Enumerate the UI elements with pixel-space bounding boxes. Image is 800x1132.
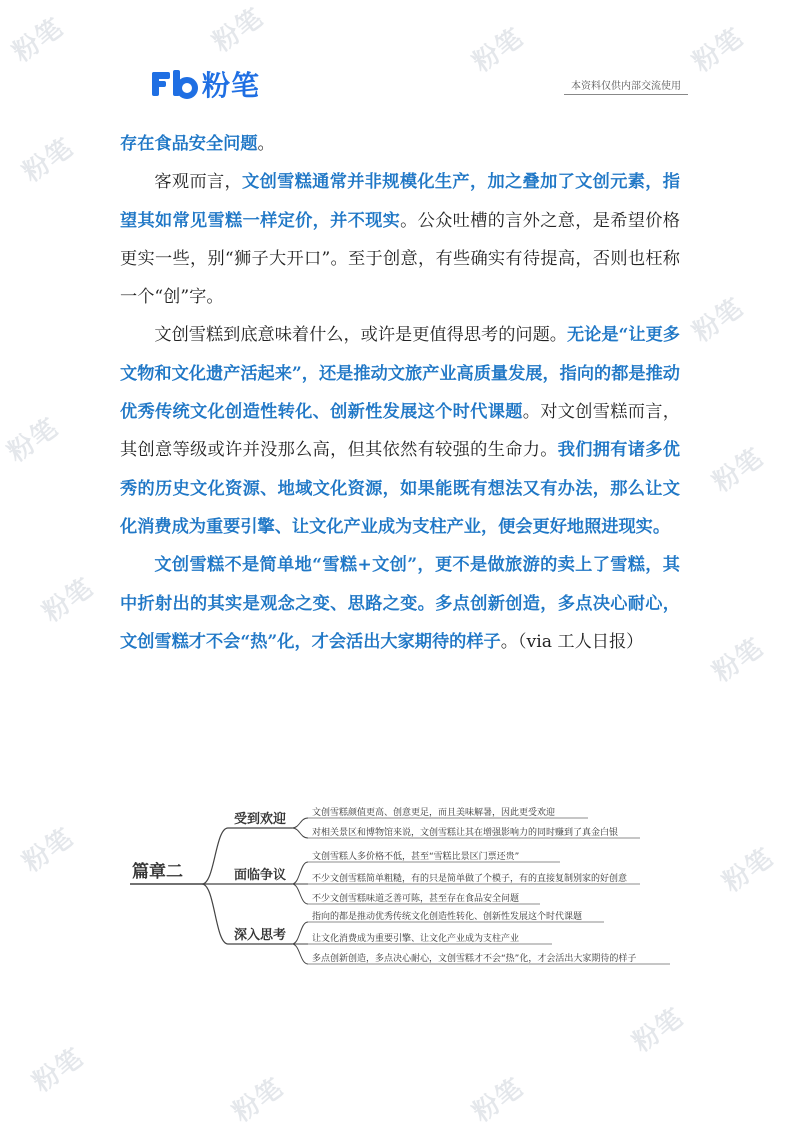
paragraph bbox=[120, 546, 680, 661]
connector bbox=[202, 828, 228, 884]
branch-label: 面临争议 bbox=[234, 868, 287, 883]
leaf-text: 不少文创雪糕简单粗糙，有的只是简单做了个模子，有的直接复制别家的好创意 bbox=[312, 874, 628, 884]
watermark: 粉笔 bbox=[717, 842, 780, 899]
connector bbox=[292, 944, 308, 964]
watermark: 粉笔 bbox=[17, 822, 80, 879]
connector bbox=[292, 828, 308, 838]
highlight-text: 文创雪糕不是简单地“雪糕+文创”，更不是做旅游的卖上了雪糕，其中折射出的其实是观念之变、思路之变。多点创新创造，多点决心耐心，文创雪糕才不会“热”化，才会活出大家期待的样子 bbox=[120, 555, 680, 652]
watermark: 粉笔 bbox=[37, 572, 100, 629]
text: 。 bbox=[257, 134, 275, 154]
paragraph bbox=[120, 125, 680, 163]
watermark: 粉笔 bbox=[687, 292, 750, 349]
watermark: 粉笔 bbox=[17, 132, 80, 189]
leaf-text: 文创雪糕人多价格不低，甚至“雪糕比景区门票还贵” bbox=[312, 852, 520, 862]
watermark: 粉笔 bbox=[687, 22, 750, 79]
brand-logo bbox=[150, 64, 260, 104]
highlight-text: 文创雪糕通常并非规模化生产，加之叠加了文创元素，指望其如常见雪糕一样定价，并不现实 bbox=[120, 172, 680, 231]
leaf-text: 让文化消费成为重要引擎、让文化产业成为支柱产业 bbox=[312, 934, 520, 944]
article-body bbox=[120, 125, 680, 661]
mind-map bbox=[120, 796, 680, 976]
connector bbox=[292, 818, 308, 828]
watermark: 粉笔 bbox=[467, 1072, 530, 1129]
leaf-text: 文创雪糕颜值更高、创意更足，而且美味解暑，因此更受欢迎 bbox=[312, 808, 556, 818]
text: 。公众吐槽的言外之意，是希望价格更实一些，别“狮子大开口”。至于创意，有些确实有待提高，否则也枉称一个“创”字。 bbox=[120, 210, 680, 308]
watermark: 粉笔 bbox=[707, 632, 770, 689]
watermark: 粉笔 bbox=[707, 442, 770, 499]
connector bbox=[292, 862, 308, 884]
connector bbox=[202, 884, 228, 944]
highlight-text: 我们拥有诸多优秀的历史文化资源、地域文化资源，如果能既有想法又有办法，那么让文化消费成为重要引擎、让文化产业成为支柱产业，便会更好地照进现实。 bbox=[120, 440, 680, 537]
logo-text: 粉笔 bbox=[202, 69, 261, 102]
connector bbox=[292, 884, 308, 904]
text: 客观而言， bbox=[154, 172, 243, 193]
leaf-text: 指向的都是推动优秀传统文化创造性转化、创新性发展这个时代课题 bbox=[312, 912, 583, 922]
text: 文创雪糕到底意味着什么，或许是更值得思考的问题。 bbox=[154, 325, 567, 346]
watermark: 粉笔 bbox=[467, 22, 530, 79]
paragraph bbox=[120, 163, 680, 316]
watermark: 粉笔 bbox=[2, 412, 65, 469]
leaf-text: 对相关景区和博物馆来说，文创雪糕让其在增强影响力的同时赚到了真金白银 bbox=[312, 828, 619, 838]
watermark: 粉笔 bbox=[227, 1072, 290, 1129]
watermark: 粉笔 bbox=[7, 12, 70, 69]
text: 。（via 工人日报） bbox=[500, 631, 644, 652]
mind-map-root: 篇章二 bbox=[132, 862, 183, 882]
watermark: 粉笔 bbox=[627, 1002, 690, 1059]
connector bbox=[292, 922, 308, 944]
highlight-text: 存在食品安全问题 bbox=[120, 134, 258, 154]
logo-icon bbox=[150, 66, 198, 102]
branch-label: 受到欢迎 bbox=[234, 812, 287, 827]
watermark: 粉笔 bbox=[27, 1042, 90, 1099]
branch-label: 深入思考 bbox=[234, 928, 287, 943]
text: 。对文创雪糕而言，其创意等级或许并没那么高，但其依然有较强的生命力。 bbox=[120, 402, 680, 461]
leaf-text: 不少文创雪糕味道乏善可陈，甚至存在食品安全问题 bbox=[312, 894, 520, 904]
watermark: 粉笔 bbox=[207, 2, 270, 59]
paragraph bbox=[120, 316, 680, 546]
leaf-text: 多点创新创造，多点决心耐心，文创雪糕才不会“热”化，才会活出大家期待的样子 bbox=[312, 954, 637, 964]
highlight-text: 无论是“让更多文物和文化遗产活起来”，还是推动文旅产业高质量发展，指向的都是推动优秀传统文化创造性转化、创新性发展这个时代课题 bbox=[120, 325, 680, 423]
header-note: 本资料仅供内部交流使用 bbox=[564, 80, 688, 95]
